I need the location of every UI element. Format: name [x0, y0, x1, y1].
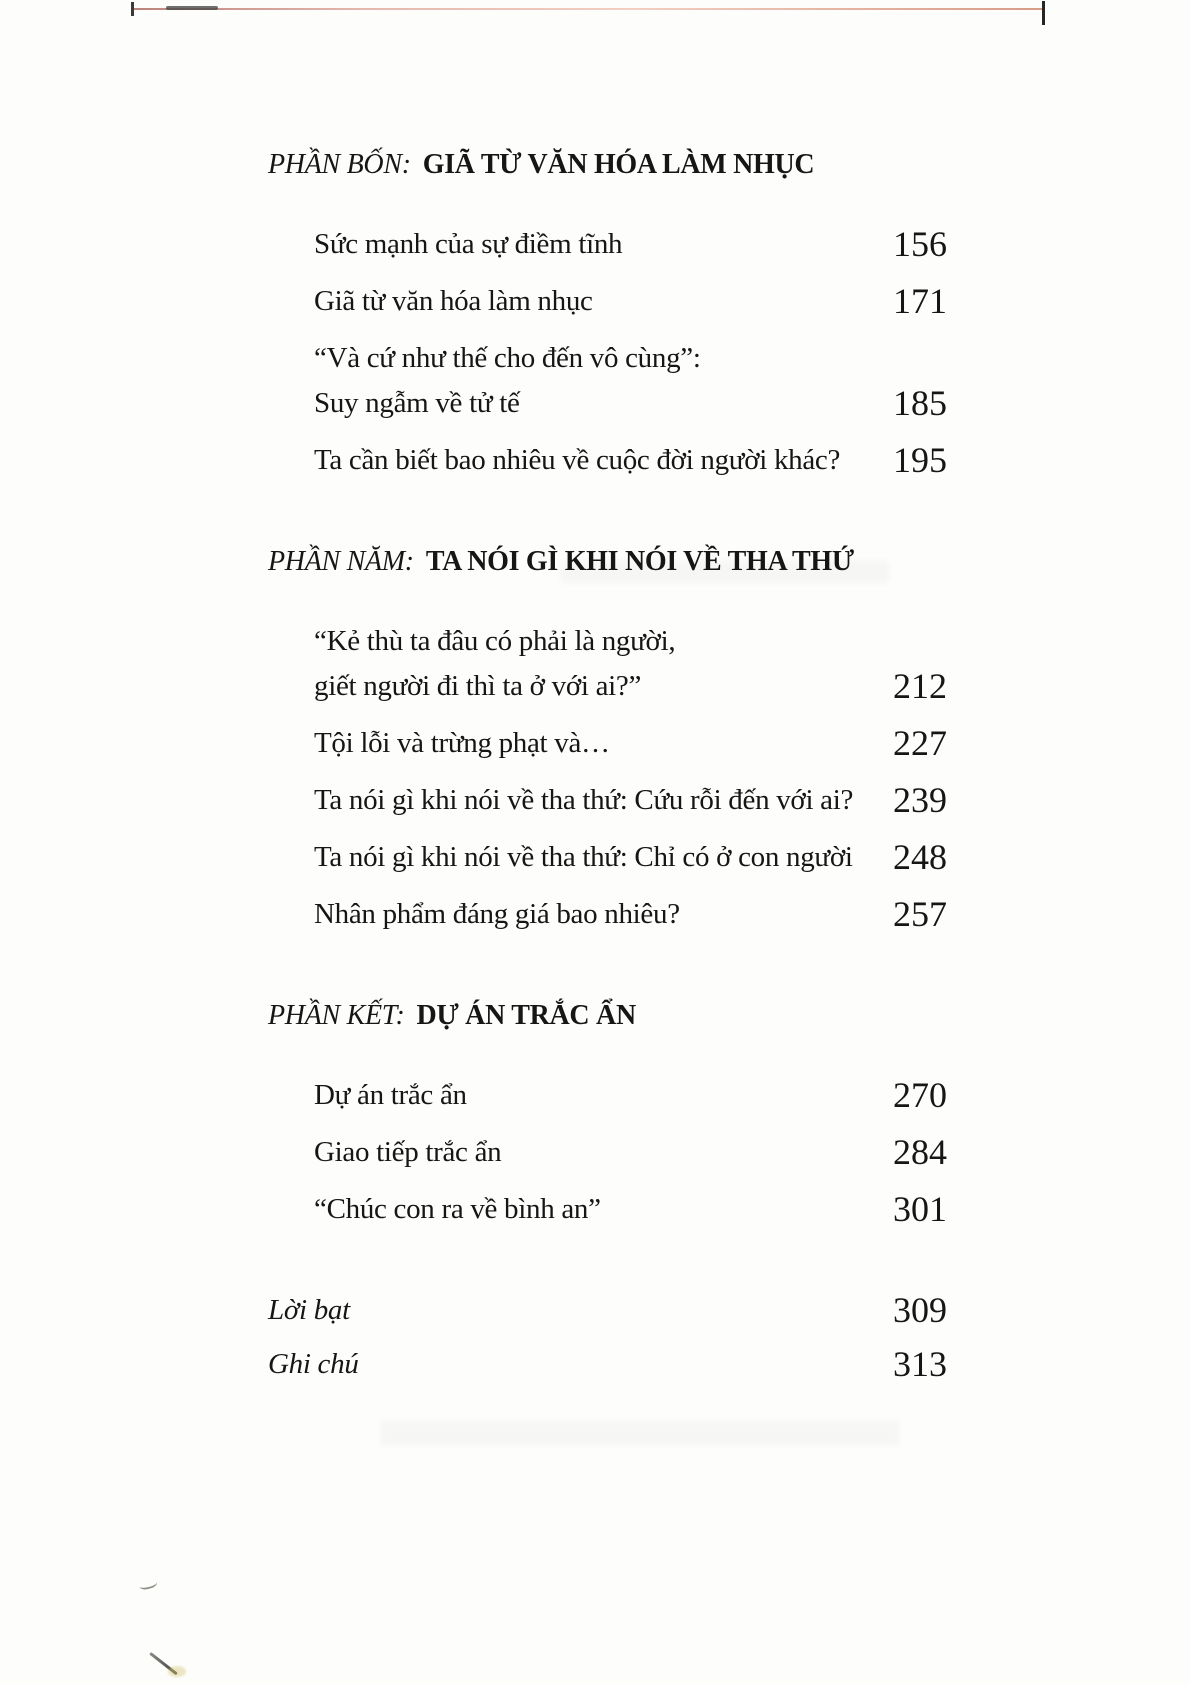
page-number: 239	[893, 780, 947, 820]
page-number: 195	[893, 440, 947, 480]
entry-title: Nhân phẩm đáng giá bao nhiêu?	[314, 898, 680, 930]
toc-section-phan-ket	[268, 993, 947, 1232]
section-title: DỰ ÁN TRẮC ẨN	[416, 1000, 636, 1031]
section-header	[268, 993, 947, 1038]
page-number: 313	[893, 1344, 947, 1384]
section-title: TA NÓI GÌ KHI NÓI VỀ THA THỨ	[425, 546, 854, 577]
page-number: 284	[893, 1132, 947, 1172]
entry-title: Sức mạnh của sự điềm tĩnh	[314, 228, 623, 260]
backmatter-title: Lời bạt	[268, 1294, 350, 1326]
section-entries	[268, 222, 947, 483]
entry-text	[314, 438, 893, 483]
entry-title-line-1: “Và cứ như thế cho đến vô cùng”:	[314, 342, 701, 374]
page-number: 156	[893, 224, 947, 264]
section-header	[268, 142, 947, 187]
page-number: 257	[893, 894, 947, 934]
page-number: 301	[893, 1189, 947, 1229]
entry-title: Giã từ văn hóa làm nhục	[314, 285, 593, 317]
page-showthrough-ghosting	[380, 1420, 900, 1446]
page-number: 185	[893, 383, 947, 423]
page-number: 309	[893, 1290, 947, 1330]
backmatter-entry	[268, 1288, 947, 1333]
section-label: PHẦN BỐN:	[268, 149, 411, 180]
toc-section-phan-bon	[268, 142, 947, 483]
entry-text	[268, 1288, 893, 1333]
entry-text	[268, 1342, 893, 1387]
entry-text	[314, 222, 893, 267]
entry-title-line-2: giết người đi thì ta ở với ai?”	[314, 670, 642, 702]
toc-entry	[314, 279, 947, 324]
entry-title: Ta nói gì khi nói về tha thứ: Chỉ có ở con người	[314, 841, 853, 873]
toc-entry	[314, 1130, 947, 1175]
page-number: 212	[893, 666, 947, 706]
toc-entry	[314, 1187, 947, 1232]
toc-entry	[314, 336, 947, 426]
section-label: PHẦN NĂM:	[268, 546, 414, 577]
scan-mark-smudge	[168, 1666, 186, 1677]
section-entries	[268, 1073, 947, 1232]
table-of-contents	[268, 142, 947, 1396]
toc-entry	[314, 1073, 947, 1118]
entry-title: “Chúc con ra về bình an”	[314, 1193, 601, 1225]
toc-entry	[314, 222, 947, 267]
entry-text	[314, 892, 893, 937]
backmatter-entry	[268, 1342, 947, 1387]
section-entries	[268, 619, 947, 937]
page-number: 227	[893, 723, 947, 763]
entry-text	[314, 619, 893, 709]
toc-entry	[314, 619, 947, 709]
toc-entry	[314, 835, 947, 880]
toc-entry	[314, 438, 947, 483]
page-number: 248	[893, 837, 947, 877]
toc-entry	[314, 778, 947, 823]
scan-corner-tick-left	[131, 2, 134, 16]
entry-text	[314, 721, 893, 766]
toc-entry	[314, 721, 947, 766]
scan-top-edge-line	[133, 8, 1043, 10]
entry-text	[314, 778, 893, 823]
entry-title-line-1: “Kẻ thù ta đâu có phải là người,	[314, 625, 676, 657]
section-header	[268, 539, 947, 584]
entry-text	[314, 279, 893, 324]
entry-title-line-2: Suy ngẫm về tử tế	[314, 387, 520, 419]
entry-text	[314, 1187, 893, 1232]
scan-corner-tick-right	[1042, 1, 1045, 25]
section-title: GIÃ TỪ VĂN HÓA LÀM NHỤC	[422, 149, 815, 180]
entry-title: Ta cần biết bao nhiêu về cuộc đời người khác?	[314, 444, 841, 476]
entry-title: Tội lỗi và trừng phạt và…	[314, 727, 610, 759]
entry-text	[314, 1073, 893, 1118]
entry-title: Ta nói gì khi nói về tha thứ: Cứu rỗi đến với ai?	[314, 784, 854, 816]
toc-entry	[314, 892, 947, 937]
entry-title: Giao tiếp trắc ẩn	[314, 1136, 502, 1168]
toc-section-phan-nam	[268, 539, 947, 937]
page-number: 171	[893, 281, 947, 321]
entry-text	[314, 336, 893, 426]
toc-backmatter	[268, 1288, 947, 1387]
entry-text	[314, 835, 893, 880]
scan-top-edge-shadow	[166, 6, 218, 10]
entry-text	[314, 1130, 893, 1175]
entry-title: Dự án trắc ẩn	[314, 1079, 467, 1111]
page-number: 270	[893, 1075, 947, 1115]
section-label: PHẦN KẾT:	[268, 1000, 405, 1031]
backmatter-title: Ghi chú	[268, 1348, 359, 1380]
